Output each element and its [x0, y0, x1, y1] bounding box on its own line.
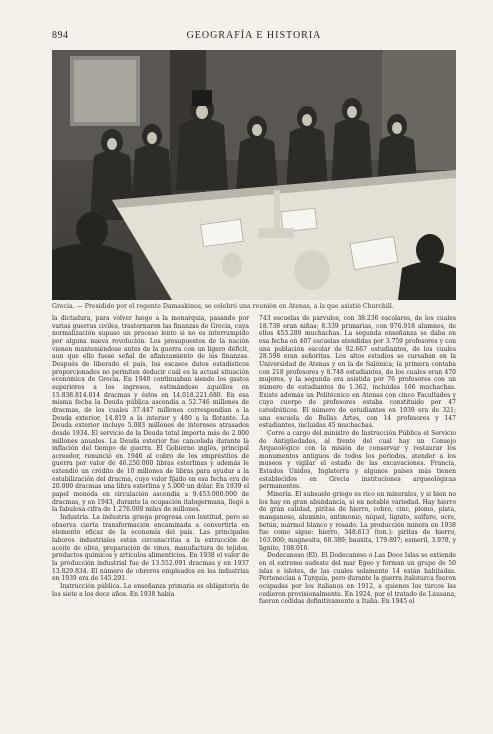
running-title: GEOGRAFÍA E HISTORIA	[186, 30, 322, 41]
historical-photograph	[52, 50, 456, 300]
document-page	[52, 28, 456, 708]
paragraph-mineria: Minería. El subsuelo griego es rico en minerales, y si bien no los hay en gran abundancia, si en notable variedad. Hay hierro de gran calidad, piritas de hierro, cobre, cinc, plomo, plata, manganeso, aluminio, antimonio, níquel, lignito, sulfuro, ocre, betún, mármol blanco y rosado. La producción minera en 1938 fue como sigue: hierro, 348.613 (ton.); piritas de hierro, 163.000; magnesita, 60.389; bauxita, 179.897; esmeril, 3.978, y lignito, 108.010.	[259, 491, 456, 552]
page-number: 894	[52, 30, 69, 41]
paragraph-escuelas: 743 escuelas de párvulos, con 38.236 escolares, de los cuales 18.738 eran niñas; 8.339 primarias, con 976.018 alumnos, de ellos 453.280 muchachas. La segunda enseñanza se daba en esa fecha en 407 escuelas atendidas por 3.759 profesores y con una población escolar de 92.667 estudiantes, de los cuales 28.598 eran señoritas. Los altos estudios se cursaban en la Universidad de Atenas y en la de Salónica; la primera contaba con 218 profesores y 8.748 estudiantes, de los cuales eran 470 mujeres, y la segunda era asistida por 76 profesores con un número de estudiantes de 1.362, incluidas 166 muchachas. Existe además un Politécnico en Atenas con cinco Facultades y cuyo cuerpo de profesores estaba constituido por 47 catedráticos. El número de estudiantes en 1939 era de 321; una escuela de Bellas Artes, con 14 profesores y 147 estudiantes, incluidas 45 muchachas.	[259, 315, 456, 430]
photo-caption: Grecia. — Presidido por el regente Damaskinos, se celebró una reunión en Atenas, a la que asistió Churchill.	[52, 303, 394, 310]
paragraph-finances: la dictadura, para volver luego a la monarquía, pasando por varias guerras civiles, trastornaron las finanzas de Grecia, cuya normalización supuso un proceso lento si no es interrumpido por alguna nueva revolución. Los presupuestos de la nación vienen manteniéndose antes de la guerra con un ligero déficit, aun que ello fuese señal de afianzamiento de las finanzas. Después de liberado el país, los escasos datos estadísticos proporcionados no permiten deducir cuál es la actual situación económica de Grecia. En 1940 continuaban siendo los gastos superiores a los ingresos, estimándose aquéllos en 15.838.814.014 dracmas y éstos en 14.018.221.680. En esa misma fecha la Deuda pública ascendía a 52.746 millones de dracmas, de los cuales 37.447 millones correspondían a la Deuda exterior, 14.819 a la interior y 480 a la flotante. La Deuda exterior incluye 5.083 millones de intereses atrasados desde 1934. El servicio de la Deuda total importa más de 2.000 millones anuales. La Deuda exterior fue cancelada durante la inflación del tiempo de guerra. El Gobierno inglés, principal acreedor, renunció en 1946 al cobro de los empréstitos de guerra por valor de 46.250.000 libras esterlinas y además le extendió un crédito de 10 millones de libras para ayudar a la estabilización del dracma, cuyo valor fijado en esa fecha era de 20.000 dracmas una libra esterlina y 5.000 un dólar. En 1939 el papel moneda en circulación ascendía a 9.453.000.000 de dracmas, y en 1943, durante la ocupación italogermana, llegó a la fabulosa cifra de 1.276.000 miles de millones.	[52, 315, 249, 514]
photograph-icon	[52, 50, 456, 300]
left-column	[52, 315, 249, 695]
article-body	[52, 315, 456, 695]
right-column	[259, 315, 456, 695]
page-header	[52, 28, 456, 44]
paragraph-instruccion: Instrucción pública. La enseñanza primaria es obligatoria de los siete a los doce años. En 1938 había	[52, 582, 249, 598]
paragraph-antiguedades: Corre a cargo del ministro de Instrucción Pública el Servicio de Antigüedades, al frente del cual hay un Consejo Arqueológico con la misión de conservar y restaurar los monumentos antiguos de todos los períodos, atender a los museos y vigilar el estado de las excavaciones. Francia, Estados Unidos, Inglaterra y algunos países más tienen establecidos en Grecia instituciones arqueológicas permanentes.	[259, 429, 456, 491]
paragraph-industria: Industria. La industria griega progresa con lentitud, pero se observa cierta transformación encaminada a convertirla en elemento eficaz de la economía del país. Las principales labores industriales están circunscritas a la extracción de aceite de oliva, preparación de vinos, manufactura de tejidos, productos químicos y artículos alimenticios. En 1938 el valor de la producción industrial fue de 13.552.091 dracmas y en 1937 13.829.834. El número de obreros empleados en las industrias en 1939 era de 145.291.	[52, 514, 249, 583]
paragraph-dodecaneso: Dodecaneso (El). El Dodecaneso o Las Doce Islas se extiende en el extremo sudeste del mar Egeo y forman un grupo de 50 islas e islotes, de las cuales solamente 14 están habitadas. Pertenecían a Turquía, pero durante la guerra italoturca fueron ocupadas por los italianos en 1912, a quienes los turcos las cedieron provisionalmente. En 1924, por el tratado de Lausana, fueron cedidas definitivamente a Italia. En 1945 el	[259, 552, 456, 606]
